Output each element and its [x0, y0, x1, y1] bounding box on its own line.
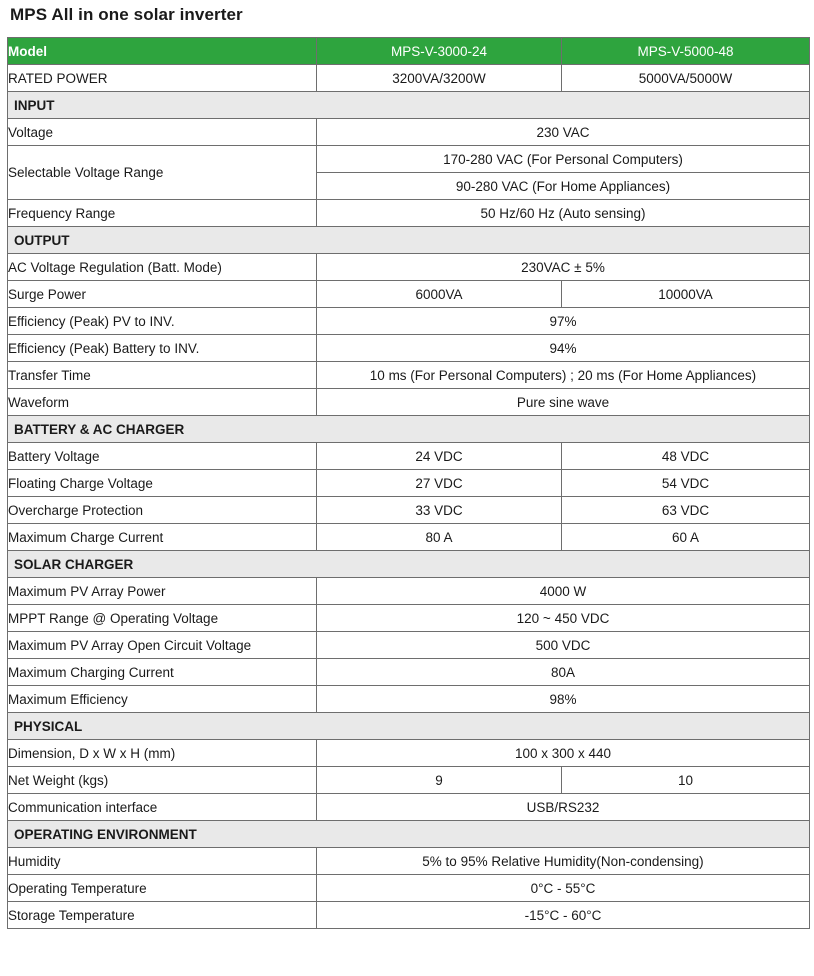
header-model-2: MPS-V-5000-48	[562, 38, 810, 65]
row-value: 27 VDC	[317, 470, 562, 497]
row-label: Efficiency (Peak) Battery to INV.	[8, 335, 317, 362]
row-value: 50 Hz/60 Hz (Auto sensing)	[317, 200, 810, 227]
section-title: INPUT	[8, 92, 810, 119]
row-value: 48 VDC	[562, 443, 810, 470]
row-label: Storage Temperature	[8, 902, 317, 929]
section-title: OUTPUT	[8, 227, 810, 254]
header-model-label: Model	[8, 38, 317, 65]
row-value: 80 A	[317, 524, 562, 551]
section-header-battery	[8, 416, 810, 443]
table-row	[8, 632, 810, 659]
table-row	[8, 362, 810, 389]
table-row	[8, 281, 810, 308]
row-value: 97%	[317, 308, 810, 335]
row-label: Surge Power	[8, 281, 317, 308]
row-value: 5000VA/5000W	[562, 65, 810, 92]
row-value: 94%	[317, 335, 810, 362]
section-header-input	[8, 92, 810, 119]
table-row	[8, 443, 810, 470]
table-row	[8, 524, 810, 551]
row-label: Floating Charge Voltage	[8, 470, 317, 497]
row-value: 10000VA	[562, 281, 810, 308]
table-row	[8, 848, 810, 875]
row-label: Maximum PV Array Power	[8, 578, 317, 605]
table-row	[8, 200, 810, 227]
row-label: Dimension, D x W x H (mm)	[8, 740, 317, 767]
row-value: 3200VA/3200W	[317, 65, 562, 92]
row-label: Selectable Voltage Range	[8, 146, 317, 200]
row-value: 500 VDC	[317, 632, 810, 659]
row-value: 4000 W	[317, 578, 810, 605]
section-title: OPERATING ENVIRONMENT	[8, 821, 810, 848]
table-header-row	[8, 38, 810, 65]
row-value: 170-280 VAC (For Personal Computers)	[317, 146, 810, 173]
row-value: 98%	[317, 686, 810, 713]
table-row	[8, 605, 810, 632]
page-title: MPS All in one solar inverter	[10, 5, 243, 24]
row-value: -15°C - 60°C	[317, 902, 810, 929]
row-value: 10	[562, 767, 810, 794]
table-row	[8, 794, 810, 821]
row-value: 90-280 VAC (For Home Appliances)	[317, 173, 810, 200]
section-header-solar	[8, 551, 810, 578]
table-row	[8, 254, 810, 281]
table-row	[8, 335, 810, 362]
row-label: MPPT Range @ Operating Voltage	[8, 605, 317, 632]
row-label: Humidity	[8, 848, 317, 875]
row-value: 60 A	[562, 524, 810, 551]
row-value: 9	[317, 767, 562, 794]
row-value: 10 ms (For Personal Computers) ; 20 ms (For Home Appliances)	[317, 362, 810, 389]
row-label: RATED POWER	[8, 65, 317, 92]
row-value: 54 VDC	[562, 470, 810, 497]
row-label: Transfer Time	[8, 362, 317, 389]
row-value: 24 VDC	[317, 443, 562, 470]
header-model-1: MPS-V-3000-24	[317, 38, 562, 65]
table-row	[8, 146, 810, 173]
row-label: Maximum Efficiency	[8, 686, 317, 713]
table-row	[8, 389, 810, 416]
table-row	[8, 497, 810, 524]
row-value: 80A	[317, 659, 810, 686]
row-value: 5% to 95% Relative Humidity(Non-condensing)	[317, 848, 810, 875]
row-label: Waveform	[8, 389, 317, 416]
row-value: 100 x 300 x 440	[317, 740, 810, 767]
section-title: BATTERY & AC CHARGER	[8, 416, 810, 443]
table-row	[8, 686, 810, 713]
table-row	[8, 470, 810, 497]
row-label: Frequency Range	[8, 200, 317, 227]
row-label: Communication interface	[8, 794, 317, 821]
row-label: Efficiency (Peak) PV to INV.	[8, 308, 317, 335]
row-value: 0°C - 55°C	[317, 875, 810, 902]
row-label: Maximum Charge Current	[8, 524, 317, 551]
section-header-output	[8, 227, 810, 254]
table-row	[8, 767, 810, 794]
row-value: 230 VAC	[317, 119, 810, 146]
section-title: SOLAR CHARGER	[8, 551, 810, 578]
table-row	[8, 659, 810, 686]
row-label: Voltage	[8, 119, 317, 146]
row-value: 6000VA	[317, 281, 562, 308]
section-title: PHYSICAL	[8, 713, 810, 740]
table-row	[8, 875, 810, 902]
row-value: 120 ~ 450 VDC	[317, 605, 810, 632]
table-row	[8, 740, 810, 767]
row-value: Pure sine wave	[317, 389, 810, 416]
table-row	[8, 578, 810, 605]
row-label: Operating Temperature	[8, 875, 317, 902]
row-label: Net Weight (kgs)	[8, 767, 317, 794]
row-value: 63 VDC	[562, 497, 810, 524]
table-row	[8, 119, 810, 146]
table-row	[8, 65, 810, 92]
spec-table	[7, 37, 810, 929]
row-value: 230VAC ± 5%	[317, 254, 810, 281]
table-row	[8, 902, 810, 929]
row-label: AC Voltage Regulation (Batt. Mode)	[8, 254, 317, 281]
section-header-environment	[8, 821, 810, 848]
row-label: Maximum Charging Current	[8, 659, 317, 686]
table-row	[8, 308, 810, 335]
row-label: Battery Voltage	[8, 443, 317, 470]
row-label: Maximum PV Array Open Circuit Voltage	[8, 632, 317, 659]
section-header-physical	[8, 713, 810, 740]
row-value: USB/RS232	[317, 794, 810, 821]
row-label: Overcharge Protection	[8, 497, 317, 524]
row-value: 33 VDC	[317, 497, 562, 524]
